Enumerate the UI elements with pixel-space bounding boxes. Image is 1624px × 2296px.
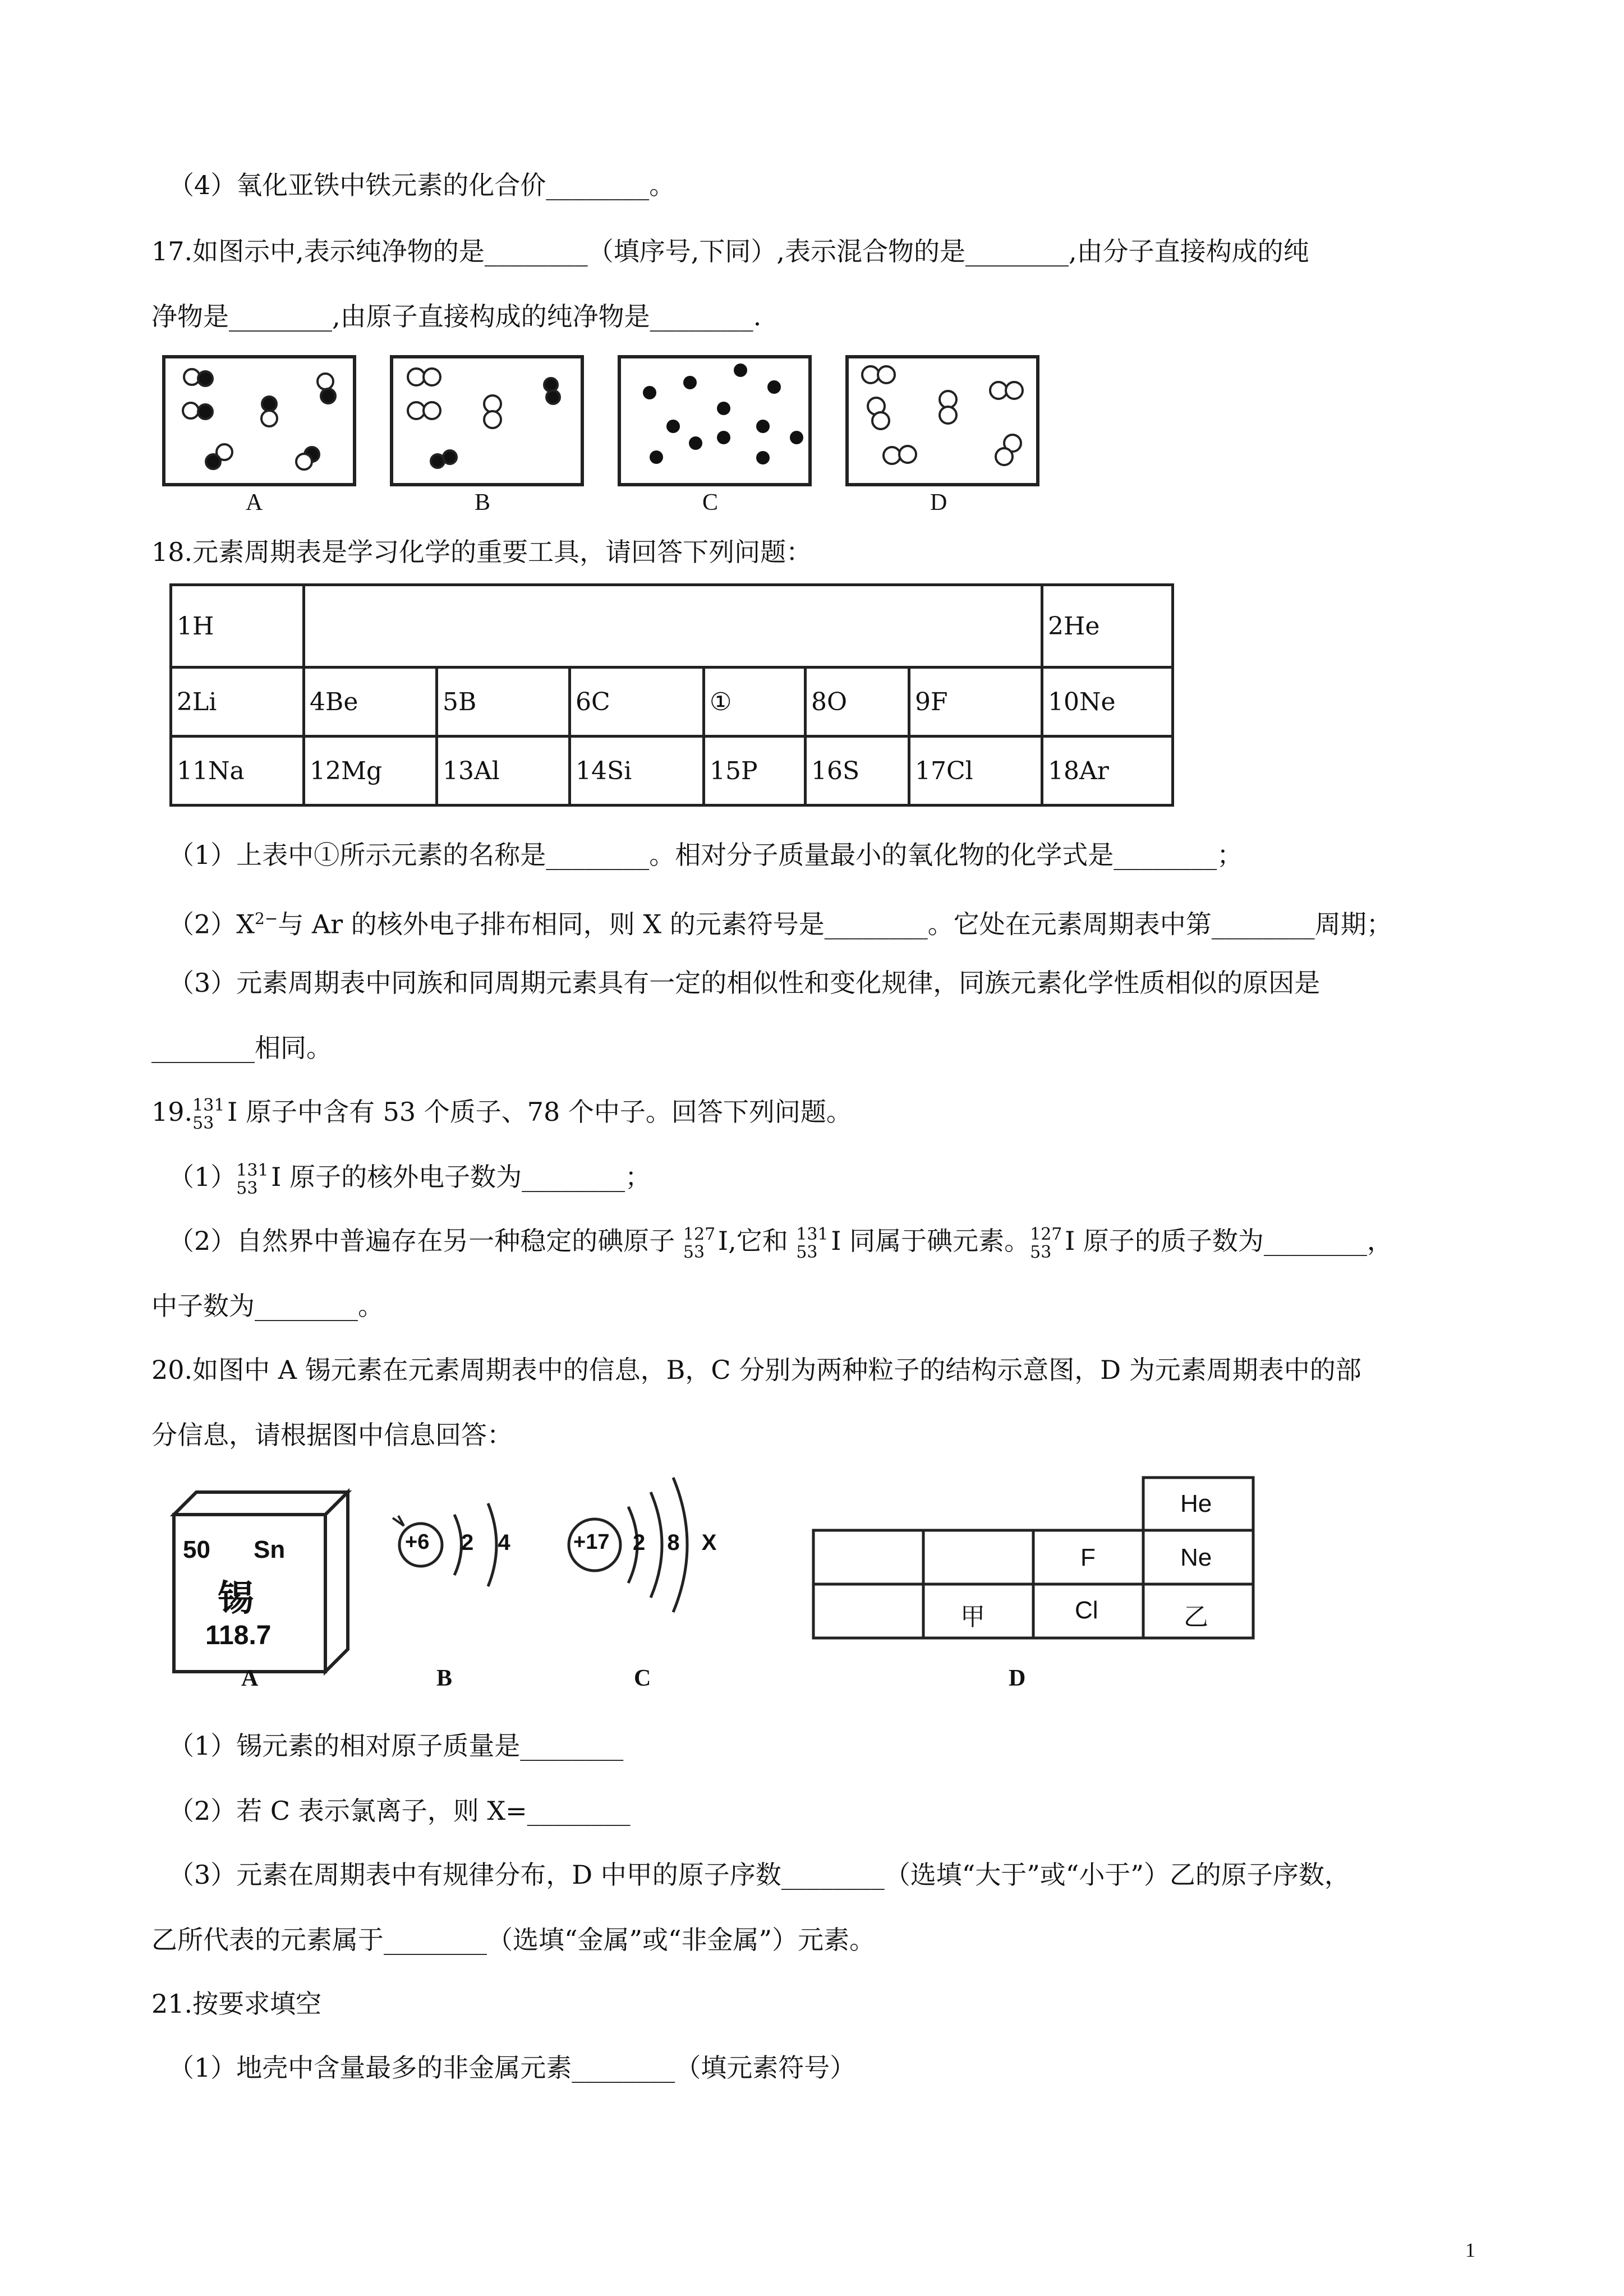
ptable-cell: 14Si bbox=[570, 737, 704, 806]
ptable-cell: 16S bbox=[806, 737, 909, 806]
carbon-nucleus: +6 bbox=[405, 1530, 430, 1554]
q18-3-line-1: （3）元素周期表中同族和同周期元素具有一定的相似性和变化规律，同族元素化学性质相似的原因是 bbox=[168, 968, 1321, 998]
q19-2-line: （2）自然界中普遍存在另一种稳定的碘原子 127 53 I,它和 131 53 I 同属于碘元素。 127 53 I 原子的质子数为________， bbox=[168, 1225, 1393, 1262]
isotope-i127: 127 53 bbox=[683, 1225, 716, 1262]
q20-2-line: （2）若 C 表示氯离子，则 X=________ bbox=[168, 1796, 631, 1826]
grid-jia: 甲 bbox=[960, 1603, 985, 1631]
ptable-row-2 bbox=[171, 668, 1173, 737]
fig20-label-c: C bbox=[634, 1665, 651, 1691]
q17-line-2: 净物是________,由原子直接构成的纯净物是________. bbox=[151, 301, 762, 332]
fig20-label-a: A bbox=[241, 1665, 259, 1691]
ptable-cell-blank bbox=[304, 585, 1042, 668]
fig17-label-a: A bbox=[246, 490, 263, 516]
fig20-label-d: D bbox=[1009, 1665, 1026, 1691]
q20-1-line: （1）锡元素的相对原子质量是________ bbox=[168, 1731, 624, 1761]
carbon-shells: 2 4 bbox=[461, 1530, 519, 1555]
fig17-box-c bbox=[619, 357, 810, 485]
ptable-cell: 18Ar bbox=[1042, 737, 1173, 806]
ptable-cell: 1H bbox=[171, 585, 304, 668]
ptable-row-1 bbox=[171, 585, 1173, 668]
ptable-cell: 15P bbox=[704, 737, 806, 806]
tin-name: 锡 bbox=[218, 1578, 254, 1619]
q20-3-line-2: 乙所代表的元素属于________（选填“金属”或“非金属”）元素。 bbox=[151, 1925, 876, 1955]
fig20-figure bbox=[163, 1470, 1285, 1705]
ptable-cell: 17Cl bbox=[909, 737, 1042, 806]
q17-line-1: 17.如图示中,表示纯净物的是________（填序号,下同）,表示混合物的是________,由分子直接构成的纯 bbox=[151, 236, 1309, 266]
tin-atomic-number: 50 bbox=[183, 1536, 210, 1563]
ptable-cell: 12Mg bbox=[304, 737, 437, 806]
ptable-cell: 13Al bbox=[437, 737, 570, 806]
tin-mass: 118.7 bbox=[205, 1621, 272, 1650]
q20-line-1: 20.如图中 A 锡元素在元素周期表中的信息，B，C 分别为两种粒子的结构示意图，D 为元素周期表中的部 bbox=[151, 1355, 1361, 1385]
ptable-cell: 2Li bbox=[171, 668, 304, 737]
page-number: 1 bbox=[1465, 2239, 1475, 2261]
ptable-cell: ① bbox=[704, 668, 806, 737]
ptable-cell: 10Ne bbox=[1042, 668, 1173, 737]
fig17-particle-boxes bbox=[157, 348, 1055, 527]
grid-yi: 乙 bbox=[1184, 1603, 1208, 1631]
ptable-cell: 5B bbox=[437, 668, 570, 737]
fig17-label-d: D bbox=[930, 490, 947, 516]
isotope-i127: 127 53 bbox=[1030, 1225, 1062, 1262]
ptable-cell: 11Na bbox=[171, 737, 304, 806]
grid-f: F bbox=[1080, 1544, 1096, 1571]
q19-line: 19. 131 53 I 原子中含有 53 个质子、78 个中子。回答下列问题。 bbox=[151, 1096, 852, 1133]
q18-1-line: （1）上表中①所示元素的名称是________。相对分子质量最小的氧化物的化学式是________； bbox=[168, 840, 1243, 870]
q18-3-line-2: ________相同。 bbox=[151, 1033, 332, 1063]
isotope-i131: 131 53 bbox=[192, 1096, 225, 1133]
grid-cl: Cl bbox=[1075, 1596, 1098, 1624]
chlorine-nucleus: +17 bbox=[573, 1530, 610, 1554]
ptable-cell: 9F bbox=[909, 668, 1042, 737]
tin-symbol: Sn bbox=[254, 1536, 286, 1563]
ptable-cell: 4Be bbox=[304, 668, 437, 737]
q21-1-line: （1）地壳中含量最多的非金属元素________（填元素符号） bbox=[168, 2053, 856, 2083]
grid-he: He bbox=[1180, 1490, 1212, 1517]
fig20-label-b: B bbox=[436, 1665, 453, 1691]
q16-4-line: （4）氧化亚铁中铁元素的化合价________。 bbox=[168, 170, 675, 200]
isotope-i131: 131 53 bbox=[796, 1225, 829, 1262]
isotope-i131: 131 53 bbox=[236, 1161, 269, 1198]
grid-ne: Ne bbox=[1180, 1544, 1212, 1571]
ptable-cell: 6C bbox=[570, 668, 704, 737]
fig17-label-b: B bbox=[475, 490, 491, 516]
q19-1-line: （1） 131 53 I 原子的核外电子数为________； bbox=[168, 1161, 651, 1198]
q21-line: 21.按要求填空 bbox=[151, 1989, 322, 2019]
periodic-table-fragment bbox=[169, 583, 1174, 807]
q20-line-2: 分信息，请根据图中信息回答： bbox=[151, 1420, 513, 1450]
q18-2-line: $(2)X^{2-}$与 Ar 的核外电子排布相同，则 X 的元素符号是________。它处在元素周期表中第________周期； bbox=[168, 909, 1392, 940]
chlorine-shells: 2 8 X bbox=[633, 1530, 725, 1555]
fig17-label-c: C bbox=[702, 490, 719, 516]
ptable-row-3 bbox=[171, 737, 1173, 806]
ptable-cell: 8O bbox=[806, 668, 909, 737]
ptable-cell: 2He bbox=[1042, 585, 1173, 668]
q19-2-line-2: 中子数为________。 bbox=[151, 1291, 384, 1321]
q20-3-line-1: （3）元素在周期表中有规律分布，D 中甲的原子序数________（选填“大于”或“小于”）乙的原子序数， bbox=[168, 1860, 1350, 1890]
q18-line: 18.元素周期表是学习化学的重要工具，请回答下列问题： bbox=[151, 537, 812, 567]
